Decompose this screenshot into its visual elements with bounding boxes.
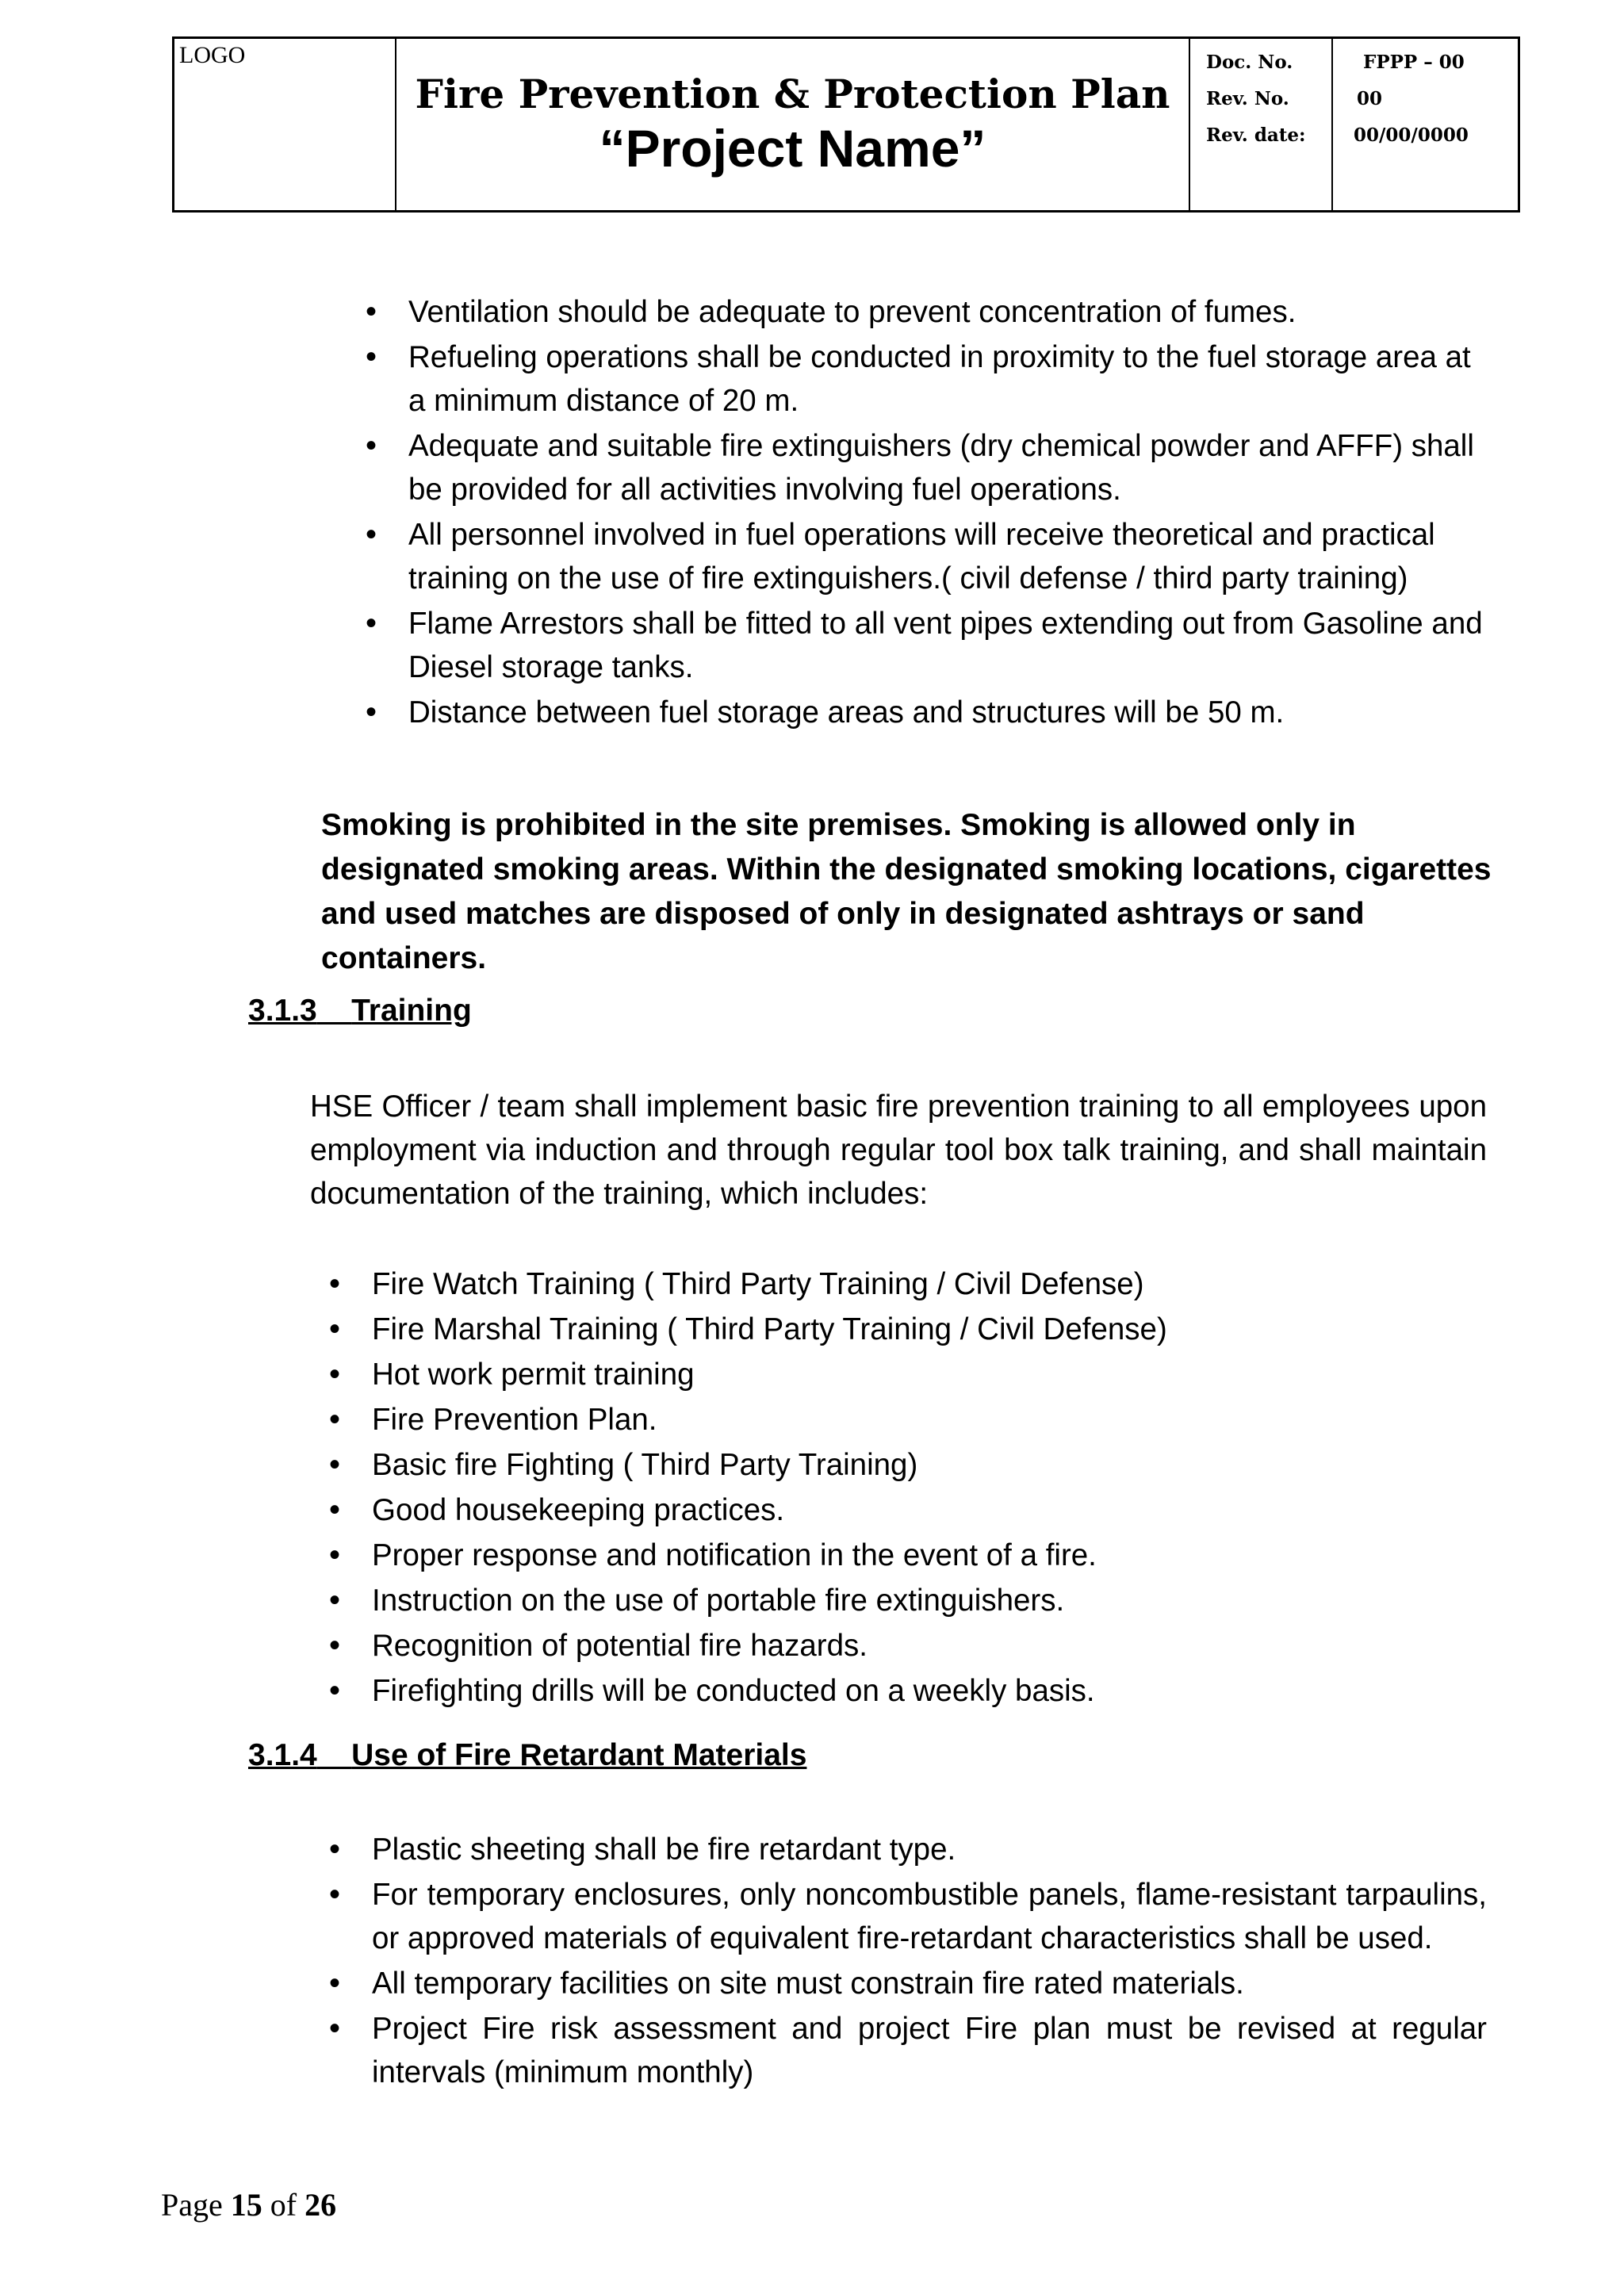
doc-no-label: Doc. No.: [1206, 52, 1293, 73]
rev-no-label: Rev. No.: [1206, 88, 1289, 109]
training-intro: HSE Officer / team shall implement basic fire prevention training to all employees upon employment via induction and through regular tool box talk training, and shall maintain documentation of the training, which includes:: [310, 1090, 1487, 1211]
rev-no-value: 00: [1357, 88, 1383, 109]
list-item: • Distance between fuel storage areas and structures will be 50 m.: [408, 691, 1487, 734]
list-item: • Fire Prevention Plan.: [372, 1398, 1487, 1442]
total-pages: 26: [304, 2187, 337, 2223]
list-item: • Plastic sheeting shall be fire retardant type.: [372, 1828, 1487, 1871]
list-item: • Basic fire Fighting ( Third Party Training): [372, 1443, 1487, 1487]
section-heading-retardant: [248, 1738, 806, 1773]
section-number: 3.1.4: [248, 1738, 317, 1772]
doc-no-value: FPPP – 00: [1363, 52, 1465, 73]
meta-values: [1333, 39, 1518, 210]
retardant-list: [372, 1828, 1487, 2096]
list-item: • Firefighting drills will be conducted on a weekly basis.: [372, 1669, 1487, 1713]
list-item: • Hot work permit training: [372, 1353, 1487, 1396]
title-cell: [396, 39, 1190, 210]
list-item: • For temporary enclosures, only noncombustible panels, flame-resistant tarpaulins, or approved materials of equivalent fire-retardant characteristics shall be used.: [372, 1873, 1487, 1960]
page-label: Page: [161, 2187, 223, 2223]
list-item: • Flame Arrestors shall be fitted to all vent pipes extending out from Gasoline and Diesel storage tanks.: [408, 602, 1487, 689]
rev-date-label: Rev. date:: [1206, 124, 1306, 146]
fuel-operations-list: [408, 290, 1487, 736]
list-item: • Recognition of potential fire hazards.: [372, 1624, 1487, 1668]
current-page: 15: [230, 2187, 262, 2223]
section-title: Use of Fire Retardant Materials: [351, 1738, 807, 1772]
list-item: • Ventilation should be adequate to prevent concentration of fumes.: [408, 290, 1487, 334]
list-item: • Fire Watch Training ( Third Party Training / Civil Defense): [372, 1262, 1487, 1306]
list-item: • Refueling operations shall be conducted in proximity to the fuel storage area at a minimum distance of 20 m.: [408, 335, 1487, 423]
list-item: • Instruction on the use of portable fire extinguishers.: [372, 1579, 1487, 1622]
section-heading-training: [248, 994, 472, 1028]
meta-labels: [1190, 39, 1333, 210]
list-item: • Proper response and notification in the event of a fire.: [372, 1534, 1487, 1577]
list-item: • All temporary facilities on site must constrain fire rated materials.: [372, 1962, 1487, 2005]
page-number: [161, 2186, 336, 2223]
section-number: 3.1.3: [248, 994, 317, 1028]
logo: LOGO: [179, 42, 246, 68]
project-name: “Project Name”: [599, 119, 986, 178]
logo-cell: [174, 39, 396, 210]
list-item: • Project Fire risk assessment and project Fire plan must be revised at regular intervals (minimum monthly): [372, 2007, 1487, 2094]
document-header: [172, 36, 1520, 213]
list-item: • Fire Marshal Training ( Third Party Training / Civil Defense): [372, 1308, 1487, 1351]
smoking-policy: Smoking is prohibited in the site premises. Smoking is allowed only in designated smoking areas. Within the designated smoking locations, cigarettes and used matches are disposed of only in designated ashtrays or sand containers.: [321, 808, 1492, 975]
section-title: Training: [351, 994, 472, 1028]
of-label: of: [270, 2187, 297, 2223]
rev-date-value: 00/00/0000: [1354, 124, 1469, 146]
list-item: • Adequate and suitable fire extinguishers (dry chemical powder and AFFF) shall be provided for all activities involving fuel operations.: [408, 424, 1487, 511]
list-item: • Good housekeeping practices.: [372, 1488, 1487, 1532]
list-item: • All personnel involved in fuel operations will receive theoretical and practical training on the use of fire extinguishers.( civil defense / third party training): [408, 513, 1487, 600]
training-list: [372, 1262, 1487, 1714]
document-title: Fire Prevention & Protection Plan: [415, 71, 1170, 117]
